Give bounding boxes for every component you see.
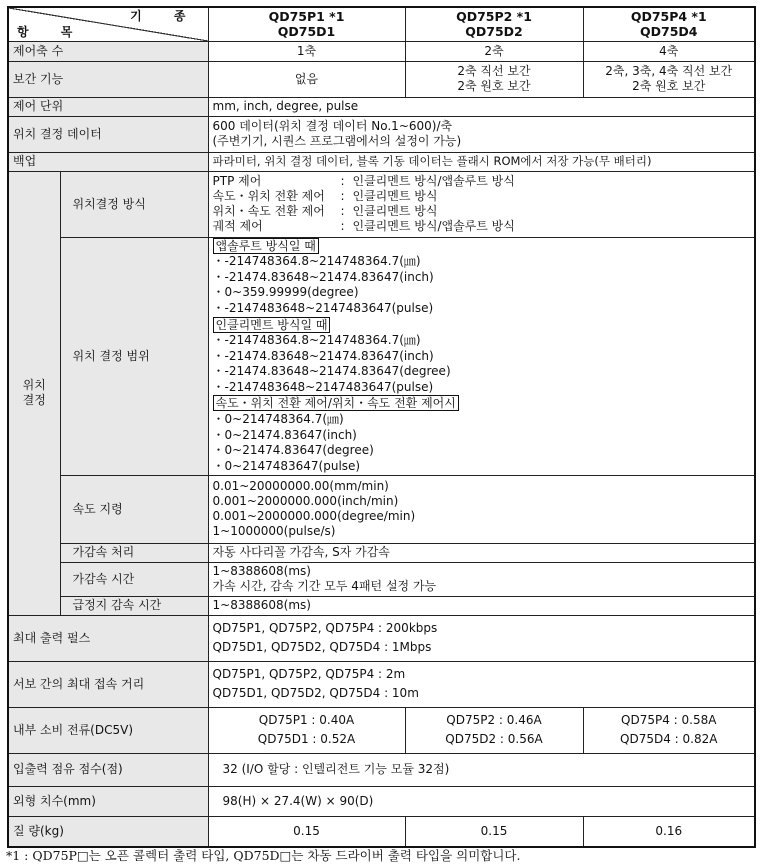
range-group-title: 인클리멘트 방식일 때 [213,317,331,333]
row-label: 최대 출력 펄스 [8,615,208,661]
cell-value: QD75P1, QD75P2, QD75P4 : 2m QD75D1, QD75D2, QD75D4 : 10m [208,661,755,707]
cell-value: 0.01~20000000.00(mm/min) 0.001~2000000.000(inch/min) 0.001~2000000.000(degree/min) 1~1000000(pulse/s) [208,475,755,543]
group-label-positioning: 위치 결정 [8,171,60,615]
cell-value: 2축, 3축, 4축 직선 보간 2축 원호 보간 [583,61,755,97]
row-label: 보간 기능 [8,61,208,97]
cell-value: QD75P4 : 0.58A QD75D4 : 0.82A [583,707,755,753]
row-interp [8,61,755,97]
model-header-3: QD75P4 *1 QD75D4 [583,7,755,41]
row-label: 질 량(kg) [8,816,208,847]
cell-value: 1축 [208,41,405,61]
cell-value: 0.15 [405,816,583,847]
row-label: 위치결정 방식 [60,171,208,237]
row-axes [8,41,755,61]
row-label: 위치 결정 범위 [60,237,208,475]
cell-value: 파라미터, 위치 결정 데이터, 블록 기동 데이터는 플래시 ROM에서 저장 가능(무 배터리) [208,152,755,171]
cell-value: 1~8388608(ms) [208,596,755,615]
row-backup [8,152,755,171]
cell-value: 없음 [208,61,405,97]
row-range [8,237,755,475]
row-method [8,171,755,237]
cell-value: 32 (I/O 할당 : 인텔리전트 기능 모듈 32점) [208,753,755,786]
cell-value: 0.16 [583,816,755,847]
row-label: 가감속 처리 [60,543,208,562]
corner-bottom-label: 항 목 [17,24,87,39]
model-header-1: QD75P1 *1 QD75D1 [208,7,405,41]
row-label: 가감속 시간 [60,562,208,596]
row-weight [8,816,755,847]
cell-value: mm, inch, degree, pulse [208,97,755,116]
cell-value: 2축 [405,41,583,61]
row-label: 제어축 수 [8,41,208,61]
row-accel [8,543,755,562]
row-label: 위치 결정 데이터 [8,116,208,152]
cell-value: 자동 사다리꼴 가감속, S자 가감속 [208,543,755,562]
row-io-points [8,753,755,786]
row-label: 제어 단위 [8,97,208,116]
row-unit [8,97,755,116]
row-label: 급정지 감속 시간 [60,596,208,615]
footnote: *1 : QD75P□는 오픈 콜렉터 출력 타입, QD75D□는 차동 드라이버 출력 타입을 의미합니다. [6,848,521,863]
row-posdata [8,116,755,152]
cell-value: QD75P1 : 0.40A QD75D1 : 0.52A [208,707,405,753]
range-group-title: 앱솔루트 방식일 때 [213,238,319,254]
header-row [8,7,755,41]
header-corner [8,7,208,41]
row-label: 서보 간의 최대 접속 거리 [8,661,208,707]
cell-value: PTP 제어 : 인클리멘트 방식/앱솔루트 방식 속도・위치 전환 제어 : 인클리멘트 방식 위치・속도 전환 제어 : 인클리멘트 방식 궤적 제어 : 인클리멘트 방식/앱솔루트 방식 [208,171,755,237]
row-sudden-stop [8,596,755,615]
row-dimensions [8,786,755,816]
cell-value: 600 데이터(위치 결정 데이터 No.1~600)/축 (주변기기, 시퀀스 프로그램에서의 설정이 가능) [208,116,755,152]
cell-value: 4축 [583,41,755,61]
corner-top-label: 기 종 [130,9,200,23]
cell-value: 1~8388608(ms) 가속 시간, 감속 기간 모두 4패턴 설정 가능 [208,562,755,596]
row-accel-time [8,562,755,596]
spec-table [7,6,756,848]
cell-value: QD75P1, QD75P2, QD75P4 : 200kbps QD75D1, QD75D2, QD75D4 : 1Mbps [208,615,755,661]
cell-value: 98(H) × 27.4(W) × 90(D) [208,786,755,816]
cell-value: 앱솔루트 방식일 때 ・-214748364.8~214748364.7(㎛) ・-21474.83648~21474.83647(inch) ・0~359.99999(degree) ・-2147483648~2147483647(pulse) 인클리멘트 방식일 때 ・-214748364.8~214748364.7(㎛) ・-21474.83648~21474.83647(inch) ・-21474.83648~21474.83647(degree) ・-2147483648~2147483647(pulse) 속도・위치 전환 제어/위치・속도 전환 제어시 ・0~214748364.7(㎛) ・0~21474.83647(inch) ・0~21474.83647(degree) ・0~2147483647(pulse) [208,237,755,475]
row-speed [8,475,755,543]
cell-value: 2축 직선 보간 2축 원호 보간 [405,61,583,97]
row-max-pulse [8,615,755,661]
row-max-dist [8,661,755,707]
row-label: 백업 [8,152,208,171]
row-label: 입출력 점유 점수(점) [8,753,208,786]
row-label: 외형 치수(mm) [8,786,208,816]
row-label: 속도 지령 [60,475,208,543]
cell-value: QD75P2 : 0.46A QD75D2 : 0.56A [405,707,583,753]
range-group-title: 속도・위치 전환 제어/위치・속도 전환 제어시 [213,395,459,411]
row-label: 내부 소비 전류(DC5V) [8,707,208,753]
cell-value: 0.15 [208,816,405,847]
row-current [8,707,755,753]
model-header-2: QD75P2 *1 QD75D2 [405,7,583,41]
